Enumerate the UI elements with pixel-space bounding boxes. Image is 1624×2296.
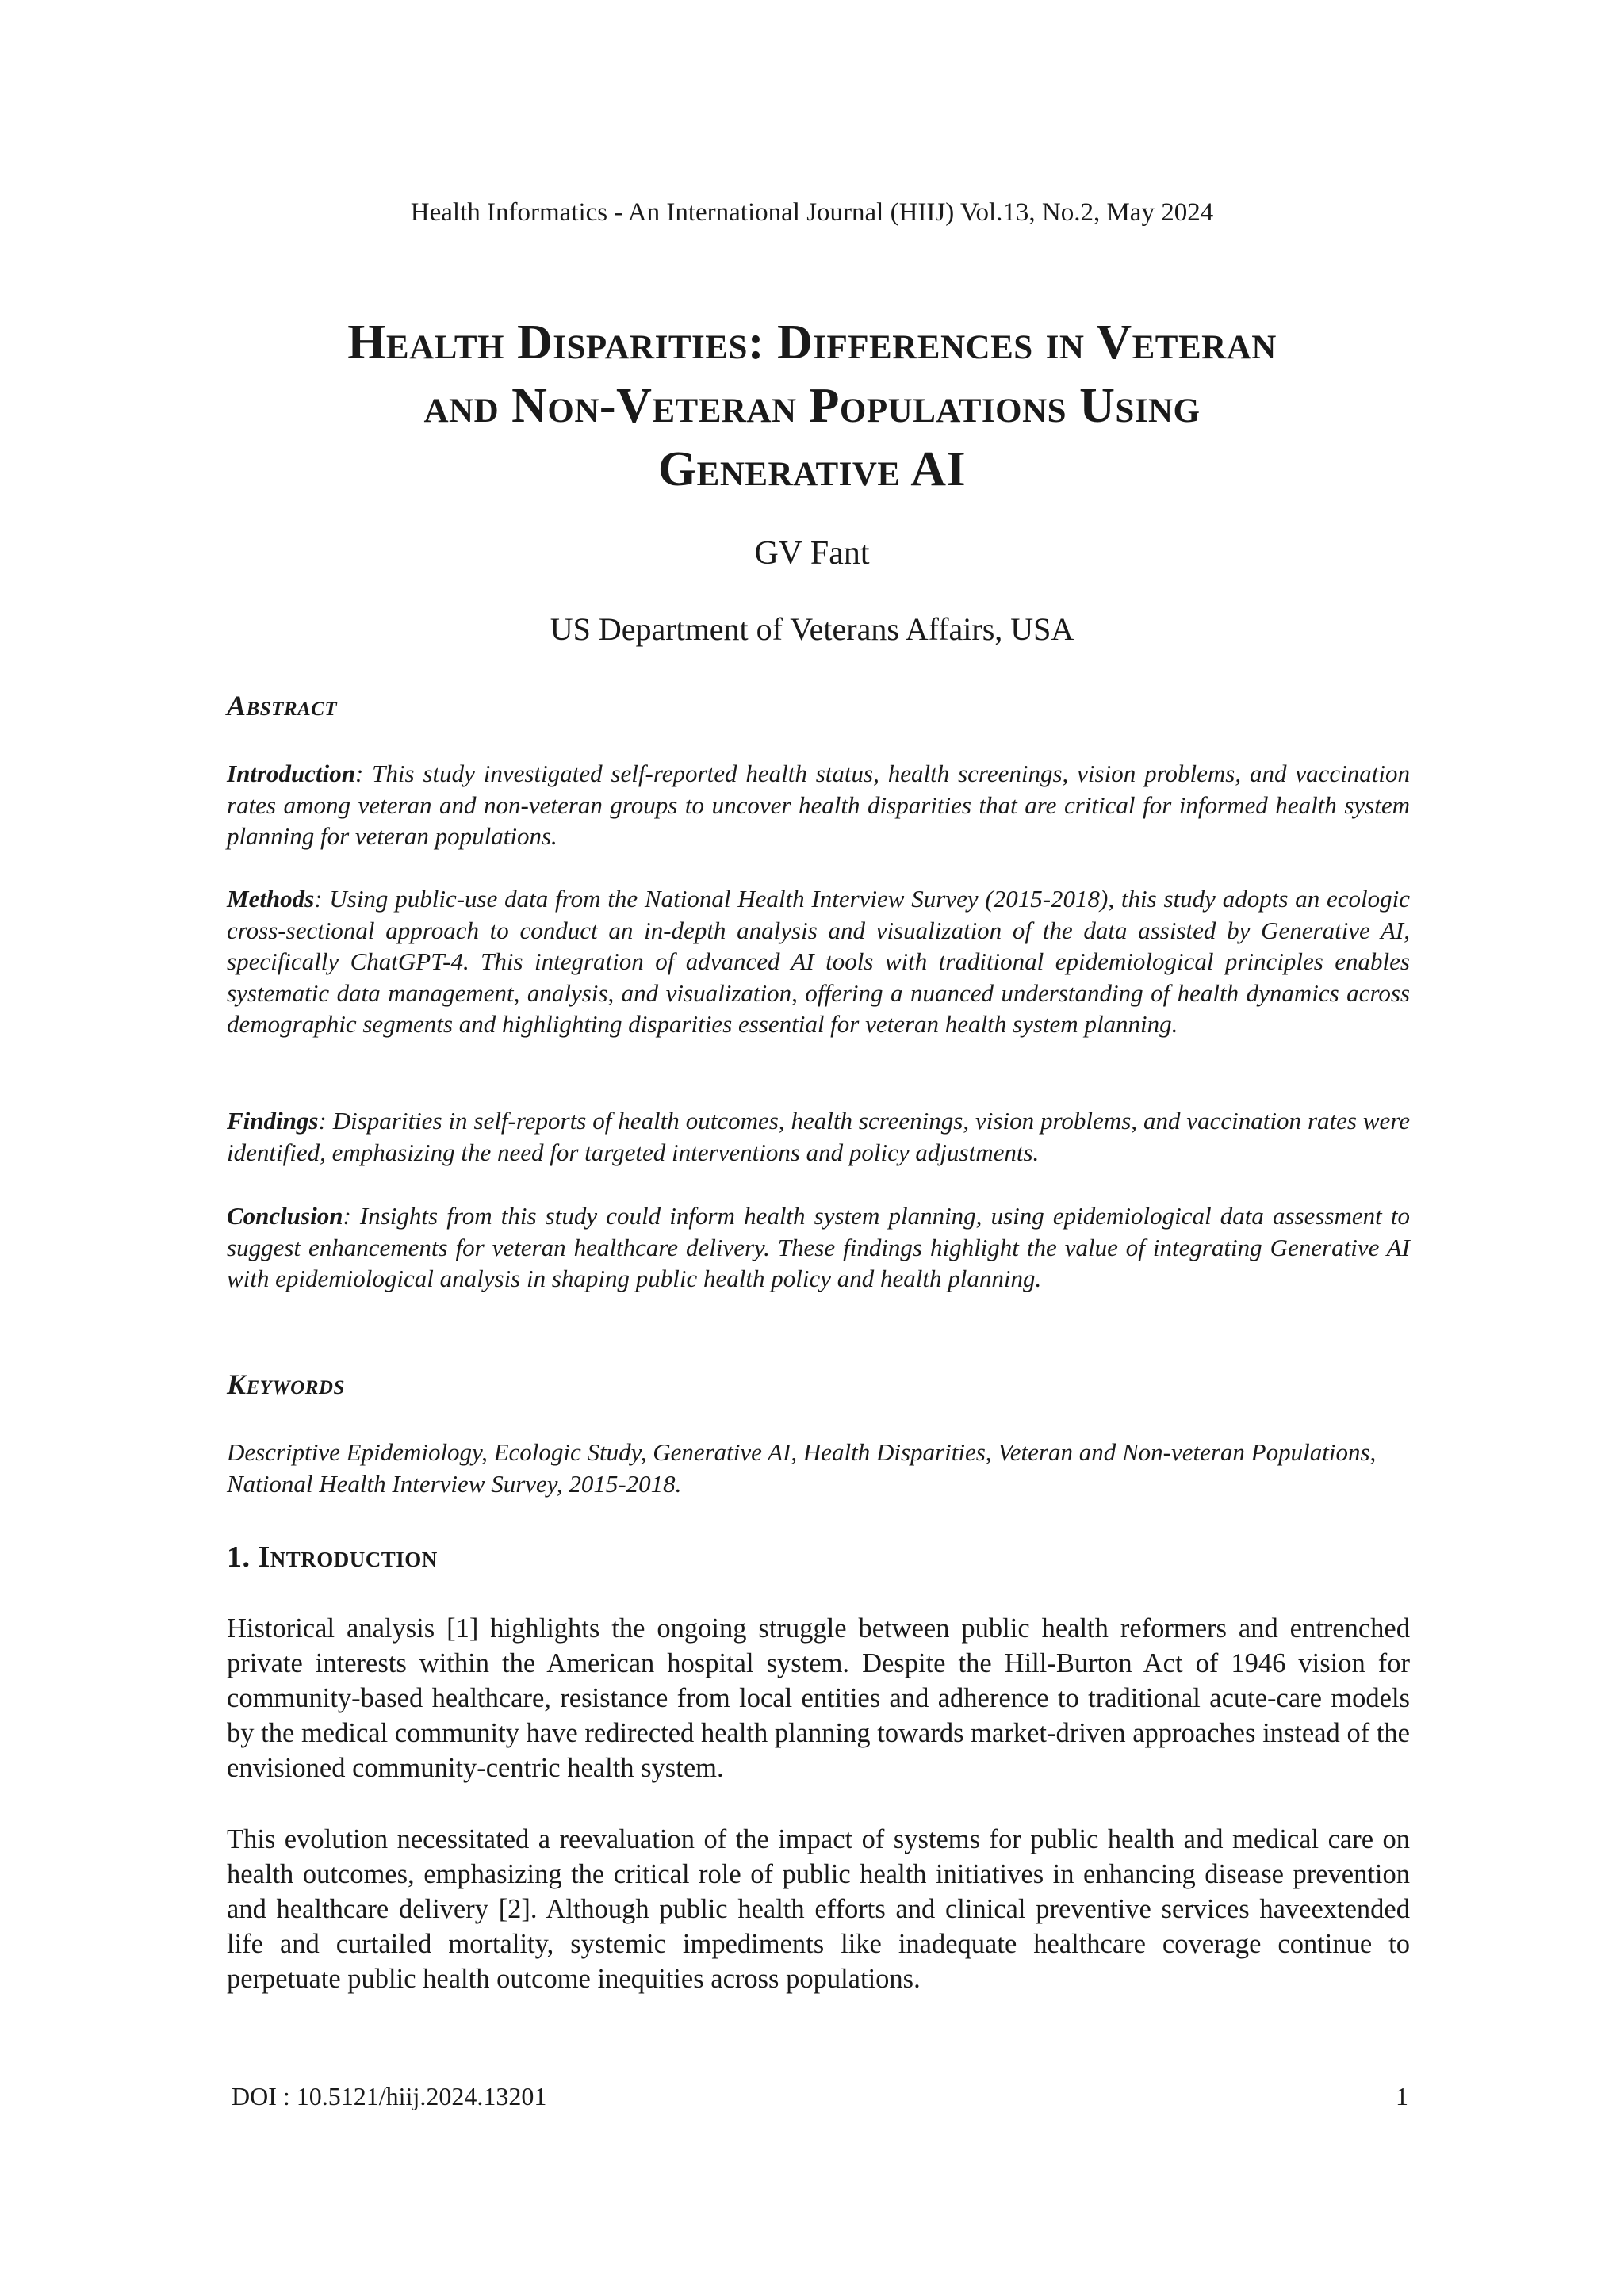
abstract-label: Conclusion [227,1202,343,1230]
abstract-label: Findings [227,1107,319,1135]
keywords-heading-block [227,1367,1410,1402]
abstract-text: : Using public-use data from the National Health Interview Survey (2015-2018), this study adopts an ecologic cross-sectional approach to conduct an in-depth analysis and visualization of the data assisted by Generative AI, specifically ChatGPT-4. This integration of advanced AI tools with traditional epidemiological principles enables systematic data management, analysis, and visualization, offering a nuanced understanding of health dynamics across demographic segments and highlighting disparities essential for veteran health system planning. [227,885,1410,1038]
title-line: Health Disparities: Differences in Veteran [347,316,1277,369]
introduction-heading: 1. Introduction [227,1540,438,1574]
abstract-text: : Disparities in self-reports of health outcomes, health screenings, vision problems, and vaccination rates were identified, emphasizing the need for targeted interventions and policy adjustments. [227,1107,1410,1166]
page-number: 1 [1396,2082,1408,2110]
abstract-methods [227,883,1410,1040]
abstract-conclusion [227,1200,1410,1295]
footer-doi: DOI : 10.5121/hiij.2024.13201 [232,2082,547,2110]
body-paragraph: This evolution necessitated a reevaluation of the impact of systems for public health and medical care on health outcomes, emphasizing the critical role of public health initiatives in enhancing disease prevention and healthcare delivery [2]. Although public health efforts and clinical preventive services haveextended life and curtailed mortality, systemic impediments like inadequate healthcare coverage continue to perpetuate public health outcome inequities across populations. [227,1824,1410,1994]
running-header: Health Informatics - An International Journal (HIIJ) Vol.13, No.2, May 2024 [410,198,1214,227]
abstract-introduction [227,758,1410,852]
abstract-label: Introduction [227,760,355,787]
abstract-heading-block [227,688,1410,723]
keywords-block [227,1437,1410,1499]
introduction-heading-block [227,1538,1410,1576]
introduction-paragraph-2 [227,1822,1410,1996]
title-line: Generative AI [657,442,967,496]
abstract-text: : This study investigated self-reported health status, health screenings, vision problems, and vaccination rates among veteran and non-veteran groups to uncover health disparities that are critical for informed health system planning for veteran populations. [227,760,1410,850]
author-affiliation: US Department of Veterans Affairs, USA [550,611,1074,647]
abstract-heading: Abstract [227,690,338,721]
body-paragraph: Historical analysis [1] highlights the ongoing struggle between public health reformers and entrenched private interests within the American hospital system. Despite the Hill-Burton Act of 1946 vision for community-based healthcare, resistance from local entities and adherence to traditional acute-care models by the medical community have redirected health planning towards market-driven approaches instead of the envisioned community-centric health system. [227,1613,1410,1783]
abstract-findings [227,1105,1410,1168]
abstract-text: : Insights from this study could inform health system planning, using epidemiological data assessment to suggest enhancements for veteran healthcare delivery. These findings highlight the value of integrating Generative AI with epidemiological analysis in shaping public health policy and health planning. [227,1202,1410,1292]
author-name: GV Fant [754,535,870,572]
paper-title [182,311,1442,501]
introduction-paragraph-1 [227,1611,1410,1785]
title-line: and Non-Veteran Populations Using [423,379,1201,433]
keywords-heading: Keywords [227,1368,345,1400]
keywords-text: Descriptive Epidemiology, Ecologic Study, Generative AI, Health Disparities, Veteran and Non-veteran Populations, National Health Interview Survey, 2015-2018. [227,1438,1377,1498]
abstract-label: Methods [227,885,315,913]
